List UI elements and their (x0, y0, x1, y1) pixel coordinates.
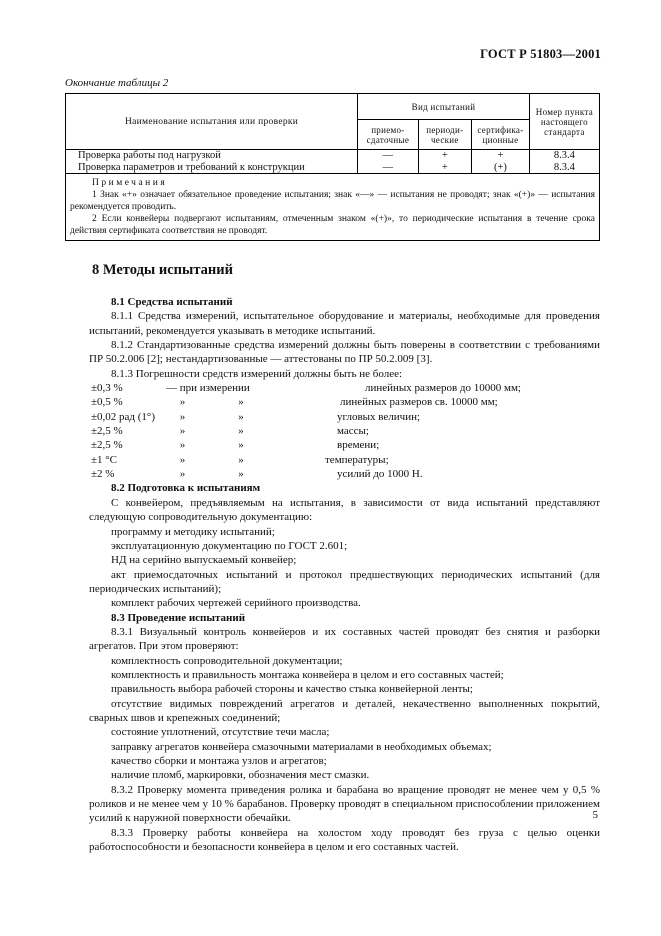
note-2: 2 Если конвейеры подвергают испытаниям, отмеченным знаком «(+)», то периодические испытания в течение срока действия сертификата соответствия не проводят. (70, 214, 595, 236)
list-item (89, 453, 600, 467)
tolerance-subject: линейных размеров до 10000 мм; (365, 382, 521, 395)
row-certification: (+) (472, 162, 530, 174)
table-row (66, 150, 600, 162)
tolerance-value: ±0,5 % (91, 396, 123, 409)
table-row (66, 162, 600, 174)
section-title: 8 Методы испытаний (92, 262, 233, 278)
row-item: 8.3.4 (529, 150, 599, 162)
col-header-type: Вид испытаний (358, 94, 530, 120)
tolerance-prefix: — при измерении (166, 382, 250, 395)
list-item: заправку агрегатов конвейера смазочными материалами в необходимых объемах; (111, 740, 492, 753)
list-item (89, 395, 600, 409)
tolerance-value: ±0,3 % (91, 382, 123, 395)
tolerance-value: ±2,5 % (91, 439, 123, 452)
paragraph-8-3-2: 8.3.2 Проверку момента приведения ролика и барабана во вращение проводят не менее чем у 0,5 % роликов и не менее чем у 10 % барабанов. Проверку проводят в специальном приспособлении приложением усилий к наружной поверхности обечайки. (89, 783, 600, 825)
paragraph-8-3-1: 8.3.1 Визуальный контроль конвейеров и их составных частей проводят без снятия и разборки агрегатов. При этом проверяют: (89, 625, 600, 653)
note-1: 1 Знак «+» означает обязательное проведение испытания; знак «—» — испытания не проводят; знак «(+)» — испытания рекомендуется проводить. (70, 190, 595, 212)
paragraph-8-1-3: 8.1.3 Погрешности средств измерений должны быть не более: (111, 367, 403, 380)
tolerance-subject: линейных размеров св. 10000 мм; (340, 396, 498, 409)
row-name: Проверка параметров и требований к конструкции (66, 162, 358, 174)
tolerance-value: ±1 °С (91, 453, 118, 466)
paragraph-8-2: С конвейером, предъявляемым на испытания, в зависимости от вида испытаний представляют следующую сопроводительную документацию: (89, 496, 600, 524)
row-acceptance: — (358, 150, 418, 162)
sub-header-acceptance: приемо-сдаточные (358, 120, 418, 150)
page-number: 5 (592, 809, 598, 821)
list-item: комплектность и правильность монтажа конвейера в целом и его составных частей; (111, 668, 504, 681)
ditto-mark: » (238, 410, 244, 423)
list-item (89, 381, 600, 395)
row-item: 8.3.4 (529, 162, 599, 174)
col-header-name: Наименование испытания или проверки (66, 94, 358, 150)
subsection-8-1-title: 8.1 Средства испытаний (111, 296, 233, 308)
subsection-8-2-title: 8.2 Подготовка к испытаниям (111, 482, 261, 495)
tolerance-list (89, 381, 600, 481)
paragraph-8-3-3: 8.3.3 Проверку работы конвейера на холостом ходу проводят без груза с целью оценки работоспособности и безопасности конвейера в целом и его составных частей. (89, 826, 600, 854)
list-item: наличие пломб, маркировки, обозначения мест смазки. (111, 769, 370, 782)
sub-header-certification: сертифика-ционные (472, 120, 530, 150)
ditto-mark: » (238, 439, 244, 452)
list-item: состояние уплотнений, отсутствие течи масла; (111, 726, 330, 739)
tolerance-value: ±0,02 рад (1°) (91, 410, 155, 423)
paragraph-8-1-1: 8.1.1 Средства измерений, испытательное оборудование и материалы, необходимые для проведения испытаний, рекомендуется указывать в методике испытаний. (89, 310, 600, 337)
list-item: отсутствие видимых повреждений агрегатов и деталей, некачественно выполненных покрытий, сварных швов и крепежных соединений; (89, 697, 600, 724)
ditto-mark: » (179, 410, 186, 423)
ditto-mark: » (179, 468, 186, 481)
notes-title: Примечания (92, 178, 168, 188)
col-header-item: Номер пункта настоящего стандарта (529, 94, 599, 150)
list-item: правильность выбора рабочей стороны и качество стыка конвейерной ленты; (111, 683, 473, 696)
sub-header-periodic: периоди-ческие (418, 120, 471, 150)
section-body (89, 295, 600, 854)
ditto-mark: » (238, 468, 244, 481)
list-item (89, 410, 600, 424)
ditto-mark: » (179, 396, 186, 409)
paragraph-8-1-2: 8.1.2 Стандартизованные средства измерений должны быть поверены в соответствии с требованиями ПР 50.2.006 [2]; нестандартизованные — аттестованы по ПР 50.2.009 [3]. (89, 339, 600, 366)
table-caption: Окончание таблицы 2 (65, 77, 169, 89)
row-periodic: + (418, 162, 471, 174)
row-name: Проверка работы под нагрузкой (66, 150, 358, 162)
tolerance-subject: температуры; (325, 453, 389, 466)
list-item: комплектность сопроводительной документации; (111, 654, 343, 667)
ditto-mark: » (238, 425, 244, 438)
list-item (89, 467, 600, 481)
test-table (65, 93, 600, 241)
row-periodic: + (418, 150, 471, 162)
tolerance-subject: массы; (337, 425, 369, 438)
list-item: комплект рабочих чертежей серийного производства. (111, 597, 361, 610)
table-notes (66, 174, 600, 241)
tolerance-value: ±2,5 % (91, 425, 123, 438)
subsection-8-3-title: 8.3 Проведение испытаний (111, 611, 246, 624)
ditto-mark: » (179, 439, 186, 452)
list-item: эксплуатационную документацию по ГОСТ 2.601; (111, 539, 348, 552)
list-item (89, 438, 600, 452)
ditto-mark: » (238, 453, 244, 466)
tolerance-subject: угловых величин; (337, 410, 421, 423)
list-item: качество сборки и монтажа узлов и агрегатов; (111, 755, 327, 767)
row-certification: + (472, 150, 530, 162)
ditto-mark: » (179, 425, 186, 438)
list-item (89, 424, 600, 438)
tolerance-subject: времени; (337, 439, 380, 452)
tolerance-subject: усилий до 1000 Н. (337, 468, 423, 481)
ditto-mark: » (238, 396, 244, 409)
tolerance-value: ±2 % (91, 468, 115, 481)
list-item: акт приемосдаточных испытаний и протокол предшествующих периодических испытаний (для периодических испытаний); (89, 568, 600, 595)
document-code: ГОСТ Р 51803—2001 (480, 47, 601, 61)
ditto-mark: » (179, 453, 186, 466)
list-item: НД на серийно выпускаемый конвейер; (111, 554, 297, 567)
row-acceptance: — (358, 162, 418, 174)
list-item: программу и методику испытаний; (111, 525, 275, 538)
